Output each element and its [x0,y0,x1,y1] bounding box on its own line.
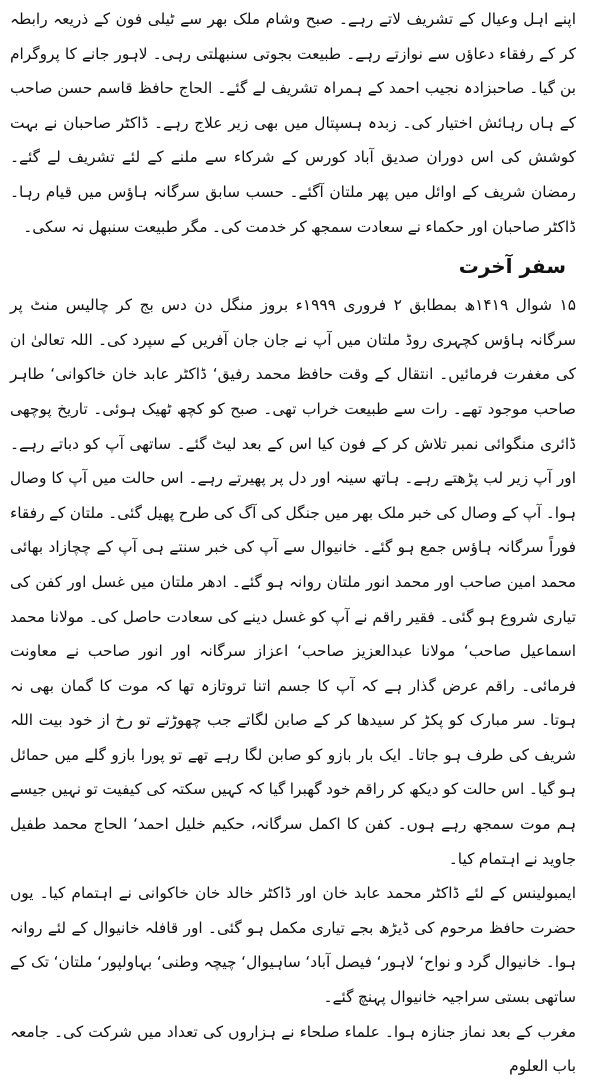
paragraph-ambulance: ایمبولینس کے لئے ڈاکٹر محمد عابد خان اور ڈاکٹر خالد خان خاکوانی نے اہتمام کیا۔ یوں حضرت حافظ مرحوم کی ڈیڑھ بجے تیاری مکمل ہو گئی۔ اور قافلہ خانیوال کے لئے روانہ ہوا۔ خانیوال گرد و نواح‘ لاہور‘ فیصل آباد‘ ساہیوال‘ چیچہ وطنی‘ بہاولپور‘ ملتان‘ تک کے ساتھی بستی سراجیہ خانیوال پہنچ گئے۔ [10,884,576,1007]
paragraph-funeral: مغرب کے بعد نماز جنازہ ہوا۔ علماء صلحاء نے ہزاروں کی تعداد میں شرکت کی۔ جامعہ باب العلوم [10,1022,576,1076]
paragraph-death-details: ۱۵ شوال ۱۴۱۹ھ بمطابق ۲ فروری ۱۹۹۹ء بروز منگل دن دس بج کر چالیس منٹ پر سرگانہ ہاؤس کچہری روڈ ملتان میں آپ نے جان جان آفریں کے سپرد کی۔ اللہ تعالیٰ ان کی مغفرت فرمائیں۔ انتقال کے وقت حافظ محمد رفیق‘ ڈاکٹر عابد خان خاکوانی‘ طاہر صاحب موجود تھے۔ رات سے طبیعت خراب تھی۔ صبح کو کچھ ٹھیک ہوئی۔ تاریخ پوچھی ڈائری منگوائی نمبر تلاش کر کے فون کیا اس کے بعد لیٹ گئے۔ ساتھی آپ کو دباتے رہے۔ اور آپ زیر لب پڑھتے رہے۔ ہاتھ سینہ اور دل پر پھیرتے رہے۔ اس حالت میں آپ کا وصال ہوا۔ آپ کے وصال کی خبر ملک بھر میں جنگل کی آگ کی طرح پھیل گئی۔ ملتان کے رفقاء فوراً سرگانہ ہاؤس جمع ہو گئے۔ خانیوال سے آپ کی خبر سنتے ہی آپ کے چچازاد بھائی محمد امین صاحب اور محمد انور ملتان روانہ ہو گئے۔ ادھر ملتان میں غسل اور کفن کی تیاری شروع ہو گئی۔ فقیر راقم نے آپ کو غسل دینے کی سعادت حاصل کی۔ مولانا محمد اسماعیل صاحب‘ مولانا عبدالعزیز صاحب‘ اعزاز سرگانہ اور انور صاحب نے معاونت فرمائی۔ راقم عرض گذار ہے کہ آپ کا جسم اتنا تروتازہ تھا کہ موت کا گمان بھی نہ ہوتا۔ سر مبارک کو پکڑ کر سیدھا کر کے صابن لگاتے جب چھوڑتے تو رخ از خود بیت اللہ شریف کی طرف ہو جاتا۔ ایک بار بازو کو صابن لگا رہے تھے تو پورا بازو گلے میں حمائل ہو گیا۔ اس حالت کو دیکھ کر راقم خود گھبرا گیا کہ کہیں سکتہ کی کیفیت تو نہیں جیسے ہم موت سمجھ رہے ہوں۔ کفن کا اکمل سرگانہ، حکیم خلیل احمد‘ الحاج محمد طفیل جاوید نے اہتمام کیا۔ [10,296,576,868]
section-heading: سفر آخرت [458,254,566,279]
paragraph-intro: اپنے اہل وعیال کے تشریف لاتے رہے۔ صبح وشام ملک بھر سے ٹیلی فون کے ذریعہ رابطہ کر کے رفقاء دعاؤں سے نوازتے رہے۔ طبیعت بجوتی سنبھلتی رہی۔ لاہور جانے کا پروگرام بن گیا۔ صاحبزادہ نجیب احمد کے ہمراہ تشریف لے گئے۔ الحاج حافظ قاسم حسن صاحب کے ہاں رہائش اختیار کی۔ زبدہ ہسپتال میں بھی زیر علاج رہے۔ ڈاکٹر صاحبان نے بہت کوشش کی اس دوران صدیق آباد کورس کے شرکاء سے ملنے کے لئے تشریف لے گئے۔ رمضان شریف کے اوائل میں پھر ملتان آگئے۔ حسب سابق سرگانہ ہاؤس میں قیام رہا۔ ڈاکٹر صاحبان اور حکماء نے سعادت سمجھ کر خدمت کی۔ مگر طبیعت سنبھل نہ سکی۔ [10,10,576,236]
